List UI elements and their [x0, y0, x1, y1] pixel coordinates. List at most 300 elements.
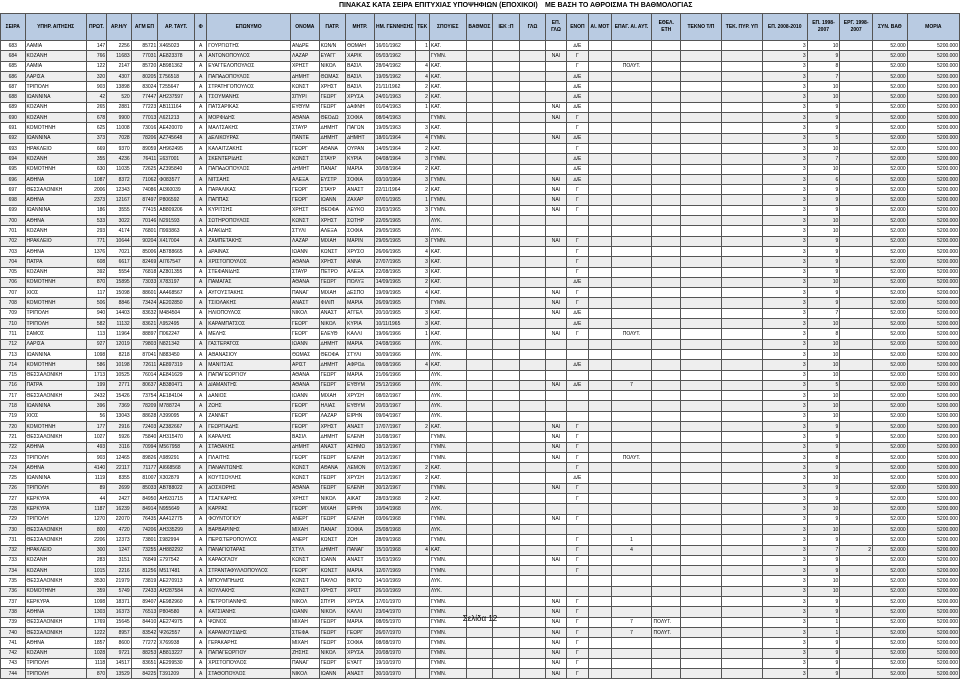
table-cell	[840, 360, 873, 370]
table-cell	[466, 267, 493, 277]
table-cell: ΛΥΚ.	[429, 216, 466, 226]
table-cell: 3	[762, 246, 807, 256]
table-cell	[681, 113, 722, 123]
table-cell: ΧΡΙΣΤΟΠΟΥΛΟΣ	[207, 257, 291, 267]
column-header: Φ	[195, 14, 207, 41]
table-cell: ΚΩΝΣΤ	[290, 586, 319, 596]
table-cell: 4	[415, 288, 429, 298]
table-cell	[589, 627, 611, 637]
table-cell: 14/09/1965	[374, 277, 415, 287]
table-cell	[721, 349, 762, 359]
table-cell	[721, 576, 762, 586]
table-cell	[466, 41, 493, 51]
table-cell	[681, 401, 722, 411]
table-cell: 5200.000	[907, 607, 959, 617]
table-cell: 5200.000	[907, 308, 959, 318]
table-cell	[721, 452, 762, 462]
table-cell: 82469	[131, 257, 158, 267]
table-cell: ΣΩΤΗΡ	[346, 216, 375, 226]
table-cell	[681, 61, 722, 71]
table-cell	[493, 216, 520, 226]
table-cell	[611, 133, 652, 143]
table-cell	[589, 514, 611, 524]
table-cell: ΚΩΝΣΤ	[290, 463, 319, 473]
table-cell: 724	[1, 463, 26, 473]
table-cell	[493, 411, 520, 421]
table-cell: 15645	[107, 617, 132, 627]
table-cell	[840, 257, 873, 267]
table-cell	[721, 185, 762, 195]
table-cell	[652, 648, 681, 658]
table-cell: 13529	[107, 669, 132, 679]
table-cell: ΤΣΟΥΜΑΝΗΣ	[207, 92, 291, 102]
table-cell: ΠΑΠΑΓΕΩΡΓΙΟΥ	[207, 370, 291, 380]
table-cell	[566, 349, 588, 359]
table-cell: 727	[1, 494, 26, 504]
table-cell: 1247	[107, 545, 132, 555]
table-cell: Γ	[566, 627, 588, 637]
table-cell: 3	[762, 442, 807, 452]
table-cell	[546, 524, 566, 534]
table-cell: 5200.000	[907, 257, 959, 267]
table-cell	[566, 504, 588, 514]
table-cell	[611, 154, 652, 164]
table-cell: 5200.000	[907, 236, 959, 246]
table-cell: 5200.000	[907, 277, 959, 287]
table-cell: 3	[415, 174, 429, 184]
table-cell	[546, 123, 566, 133]
table-row	[1, 164, 960, 174]
table-cell: 18371	[107, 597, 132, 607]
table-cell	[519, 143, 546, 153]
table-cell: ΛΥΚ.	[429, 576, 466, 586]
table-cell: ΑΙ360039	[158, 185, 195, 195]
table-cell: 6617	[107, 257, 132, 267]
table-cell	[652, 51, 681, 61]
table-cell: ΑΙ668568	[158, 463, 195, 473]
table-cell: ΤΣΑΓΚΑΡΗΣ	[207, 494, 291, 504]
table-cell	[652, 370, 681, 380]
table-cell: ΦΟΥΝΤΟΓΙΟΥ	[207, 514, 291, 524]
table-cell: 89407	[131, 597, 158, 607]
table-cell: 2216	[107, 566, 132, 576]
table-cell	[493, 463, 520, 473]
table-cell	[466, 102, 493, 112]
table-cell	[589, 401, 611, 411]
table-cell: ΝΙΚΟΛ	[290, 597, 319, 607]
table-row	[1, 401, 960, 411]
table-cell: 2147	[107, 61, 132, 71]
table-cell	[519, 246, 546, 256]
table-cell	[546, 463, 566, 473]
table-cell: Ρ804580	[158, 607, 195, 617]
table-cell: 3	[762, 102, 807, 112]
table-cell: 5200.000	[907, 566, 959, 576]
table-cell: 726	[1, 483, 26, 493]
table-cell: 3	[762, 391, 807, 401]
table-cell: 177	[86, 421, 106, 431]
table-cell: 9	[807, 421, 840, 431]
table-cell	[681, 288, 722, 298]
table-cell: ΑΗ287584	[158, 586, 195, 596]
table-cell	[589, 566, 611, 576]
table-cell	[652, 535, 681, 545]
table-cell: ΑΘΑΝΑ	[290, 277, 319, 287]
table-cell	[840, 627, 873, 637]
table-cell: 2373	[86, 195, 106, 205]
table-cell: 9	[807, 246, 840, 256]
table-cell	[519, 638, 546, 648]
table-cell: 1222	[86, 627, 106, 637]
table-cell: Γ	[566, 607, 588, 617]
table-cell	[840, 524, 873, 534]
table-cell: ΚΑΤ.	[429, 123, 466, 133]
table-cell: ΓΥΜΝ.	[429, 483, 466, 493]
table-cell: ΓΥΜΝ.	[429, 452, 466, 462]
table-cell: 723	[1, 452, 26, 462]
table-cell	[546, 360, 566, 370]
table-cell: 685	[1, 61, 26, 71]
table-cell	[589, 288, 611, 298]
table-cell: ΜΙΧΑΗ	[319, 504, 346, 514]
table-cell: 735	[1, 576, 26, 586]
table-cell: Α	[195, 504, 207, 514]
table-cell	[466, 174, 493, 184]
table-cell: Γ	[566, 555, 588, 565]
table-cell: ΑΗ962495	[158, 143, 195, 153]
table-cell: ΠΑΝΑΓ	[319, 164, 346, 174]
table-cell: ΠΑΝΑΓ	[290, 288, 319, 298]
table-cell	[840, 123, 873, 133]
table-cell	[466, 349, 493, 359]
table-cell: 686	[1, 71, 26, 81]
table-cell: ∆ΡΑΙΝΑΣ	[207, 246, 291, 256]
table-cell: ΣΤΑΥΡ	[290, 123, 319, 133]
table-cell: 10	[807, 370, 840, 380]
table-cell: ΚΩΝ/Ν	[319, 41, 346, 51]
table-cell: 9	[807, 267, 840, 277]
table-cell	[493, 483, 520, 493]
table-cell: Α	[195, 267, 207, 277]
column-header: ΠΑΤΡ.	[319, 14, 346, 41]
table-cell	[652, 463, 681, 473]
table-cell: 8846	[107, 298, 132, 308]
table-cell: 12167	[107, 195, 132, 205]
table-cell: 5200.000	[907, 473, 959, 483]
table-cell: 10	[807, 143, 840, 153]
table-cell: 52.000	[872, 236, 907, 246]
table-cell: 10	[807, 82, 840, 92]
table-cell: ΚΟΜΟΤΗΝΗ	[25, 164, 86, 174]
table-cell: ΑΝΑΣΤ	[346, 555, 375, 565]
table-cell	[721, 535, 762, 545]
table-cell: Α	[195, 627, 207, 637]
table-cell	[493, 566, 520, 576]
table-cell	[652, 319, 681, 329]
table-cell	[519, 288, 546, 298]
table-cell: ΝΙΚΟΛ	[290, 669, 319, 679]
table-cell	[466, 514, 493, 524]
table-cell: ΕΙΡΗΝ	[346, 504, 375, 514]
table-cell: 10	[807, 41, 840, 51]
table-cell: ΚΩΝΣΤ	[319, 535, 346, 545]
table-cell: 5200.000	[907, 154, 959, 164]
table-cell: 83621	[131, 319, 158, 329]
table-cell	[721, 504, 762, 514]
table-cell: ΚΩΝΣΤ	[290, 82, 319, 92]
table-cell: ΑΝΑΣΤ	[290, 298, 319, 308]
table-cell	[466, 257, 493, 267]
table-cell	[721, 483, 762, 493]
table-cell	[415, 51, 429, 61]
table-cell	[681, 442, 722, 452]
table-cell: 4	[415, 61, 429, 71]
table-cell: 8	[807, 329, 840, 339]
table-cell	[415, 411, 429, 421]
table-cell: ΚΩΝΣΤ	[319, 566, 346, 576]
table-cell: ΚΟΖΑΝΗ	[25, 113, 86, 123]
table-cell: Γ	[566, 288, 588, 298]
table-cell: ΓΥΜΝ.	[429, 627, 466, 637]
table-cell: 83651	[131, 658, 158, 668]
table-cell: 10	[807, 504, 840, 514]
table-cell: ΧΡΗΣΤ	[319, 82, 346, 92]
column-header: ΑΓΜ ΕΠ	[131, 14, 158, 41]
table-cell	[566, 524, 588, 534]
table-cell: Σ756518	[158, 71, 195, 81]
table-cell: 52.000	[872, 246, 907, 256]
table-cell	[589, 61, 611, 71]
table-cell	[721, 61, 762, 71]
table-cell: ΣΤΥΛΙ	[290, 226, 319, 236]
table-cell: 3	[762, 288, 807, 298]
table-cell	[415, 226, 429, 236]
table-cell	[681, 638, 722, 648]
table-cell	[840, 648, 873, 658]
table-cell: 3	[762, 41, 807, 51]
table-cell: 5200.000	[907, 82, 959, 92]
table-cell: ΙΩΑΝΝ	[290, 391, 319, 401]
table-cell: 684	[1, 51, 26, 61]
table-cell	[546, 319, 566, 329]
table-cell: ΑΘΗΝΑ	[25, 607, 86, 617]
table-cell: ΓΕΩΡΓ	[290, 319, 319, 329]
table-cell: Γ	[566, 535, 588, 545]
column-header: ΣΥΝ. ΒΑΘ	[872, 14, 907, 41]
table-cell: Γ	[566, 638, 588, 648]
table-cell: ΑΝΑΣΤ	[319, 308, 346, 318]
table-cell	[652, 442, 681, 452]
table-cell: Λ989291	[158, 452, 195, 462]
table-cell: ΚΟΜΟΤΗΝΗ	[25, 360, 86, 370]
table-cell: 3	[762, 257, 807, 267]
table-cell	[519, 421, 546, 431]
table-cell: 2427	[107, 494, 132, 504]
table-cell: ΑΖ382667	[158, 421, 195, 431]
table-cell: 9	[807, 597, 840, 607]
table-cell: ΚΑΤ.	[429, 267, 466, 277]
table-cell	[589, 494, 611, 504]
table-cell	[415, 339, 429, 349]
table-row	[1, 123, 960, 133]
table-cell: ΜΙΧΑΗ	[319, 391, 346, 401]
table-cell	[721, 370, 762, 380]
table-cell	[493, 370, 520, 380]
table-cell: 72611	[131, 360, 158, 370]
table-row	[1, 102, 960, 112]
table-row	[1, 339, 960, 349]
table-cell	[611, 51, 652, 61]
table-cell: Α	[195, 555, 207, 565]
table-cell: Ν821342	[158, 339, 195, 349]
table-cell: ΓΕΩΡΓ	[290, 504, 319, 514]
table-cell	[840, 61, 873, 71]
table-cell: ΚΑΤ.	[429, 545, 466, 555]
table-cell	[681, 535, 722, 545]
table-cell: 3	[762, 370, 807, 380]
table-cell: Α	[195, 411, 207, 421]
table-cell: 26/09/1965	[374, 298, 415, 308]
table-cell	[466, 360, 493, 370]
table-cell: 5200.000	[907, 380, 959, 390]
table-cell: 81007	[131, 473, 158, 483]
table-cell: ΓΥΜΝ.	[429, 51, 466, 61]
table-cell: 15426	[107, 391, 132, 401]
table-cell	[652, 267, 681, 277]
table-cell	[589, 143, 611, 153]
table-cell: Γ	[566, 195, 588, 205]
table-cell	[519, 92, 546, 102]
table-cell: ΛΥΚ.	[429, 504, 466, 514]
table-cell	[840, 133, 873, 143]
table-cell	[589, 576, 611, 586]
table-cell: 3	[762, 360, 807, 370]
table-cell: 5200.000	[907, 329, 959, 339]
table-cell	[566, 339, 588, 349]
table-cell: ΚΑΤ.	[429, 164, 466, 174]
table-row	[1, 226, 960, 236]
table-cell: 76513	[131, 607, 158, 617]
table-cell	[611, 391, 652, 401]
table-cell: 199	[86, 380, 106, 390]
table-cell: ΝΑΙ	[546, 380, 566, 390]
table-cell: 13043	[107, 411, 132, 421]
table-cell	[721, 288, 762, 298]
table-cell	[721, 380, 762, 390]
table-row	[1, 349, 960, 359]
table-cell	[681, 319, 722, 329]
table-row	[1, 391, 960, 401]
table-cell: 24/08/1966	[374, 339, 415, 349]
table-cell: ΚΕΡΚΥΡΑ	[25, 597, 86, 607]
table-cell: 12019	[107, 339, 132, 349]
table-cell	[519, 308, 546, 318]
table-cell: Ψ262557	[158, 627, 195, 637]
table-cell: 52.000	[872, 102, 907, 112]
table-cell: 11964	[107, 329, 132, 339]
table-cell: ΧΡΙΣΤΟΠΟΥΛΟΣ	[207, 658, 291, 668]
table-cell	[466, 216, 493, 226]
table-cell: 4	[415, 360, 429, 370]
table-cell: 15/03/1969	[374, 555, 415, 565]
table-cell: ΗΡΑΚΛΕΙΟ	[25, 236, 86, 246]
table-cell: Α	[195, 658, 207, 668]
table-cell: 3	[762, 566, 807, 576]
table-cell: 692	[1, 133, 26, 143]
table-cell: ΑΘΑΝΑ	[290, 483, 319, 493]
table-cell: 77415	[131, 205, 158, 215]
table-cell: Α	[195, 669, 207, 679]
table-cell: 2	[840, 545, 873, 555]
table-cell: 1	[415, 195, 429, 205]
table-cell: Α	[195, 277, 207, 287]
table-cell	[546, 586, 566, 596]
table-cell: ΓΕΩΡΓΙΑ∆ΗΣ	[207, 421, 291, 431]
table-cell: 08/02/1967	[374, 391, 415, 401]
table-cell: 493	[86, 442, 106, 452]
table-cell: Α	[195, 236, 207, 246]
table-cell: 12373	[107, 535, 132, 545]
table-cell	[493, 627, 520, 637]
table-cell: 4	[611, 545, 652, 555]
table-cell: 22117	[107, 463, 132, 473]
table-cell	[519, 473, 546, 483]
table-cell	[611, 514, 652, 524]
table-row	[1, 308, 960, 318]
table-cell: 734	[1, 566, 26, 576]
table-cell: 73819	[131, 576, 158, 586]
table-row	[1, 205, 960, 215]
table-cell	[611, 92, 652, 102]
table-cell	[840, 391, 873, 401]
table-cell	[493, 319, 520, 329]
table-cell: ΒΑΡΒΑΡΙΝΗΣ	[207, 524, 291, 534]
table-cell: ΝΑΙ	[546, 452, 566, 462]
table-cell	[519, 51, 546, 61]
table-cell: 77223	[131, 102, 158, 112]
table-cell	[721, 113, 762, 123]
table-cell: ∆ΟΣΧΟΡΗΣ	[207, 483, 291, 493]
table-cell: ΝΑΙ	[546, 514, 566, 524]
table-cell: 42	[86, 92, 106, 102]
table-cell: ΣΤΥΛΙ	[346, 349, 375, 359]
column-header: ΤΕΚ	[415, 14, 429, 41]
table-cell	[611, 473, 652, 483]
table-cell	[589, 524, 611, 534]
table-cell: 586	[86, 360, 106, 370]
table-cell	[840, 113, 873, 123]
table-cell: ΘΕΟΦΑ	[319, 349, 346, 359]
table-cell: 4	[415, 246, 429, 256]
table-cell: 1015	[86, 566, 106, 576]
table-cell: ΑΝΕΡΓ	[290, 514, 319, 524]
table-cell	[566, 411, 588, 421]
table-row	[1, 143, 960, 153]
table-cell: Ν883450	[158, 349, 195, 359]
table-cell: 729	[1, 514, 26, 524]
table-cell: ΜΙΧΑΗ	[290, 524, 319, 534]
table-cell: Α	[195, 514, 207, 524]
table-cell	[466, 380, 493, 390]
table-cell	[466, 401, 493, 411]
table-cell	[493, 71, 520, 81]
table-cell: Α	[195, 442, 207, 452]
table-cell	[840, 442, 873, 452]
table-cell: ΠΑΝΑΓ	[319, 524, 346, 534]
column-header: ΤΕΚ. ΠΥΡ. ΥΠ	[721, 14, 762, 41]
table-cell: 708	[1, 298, 26, 308]
table-cell: 8355	[107, 473, 132, 483]
